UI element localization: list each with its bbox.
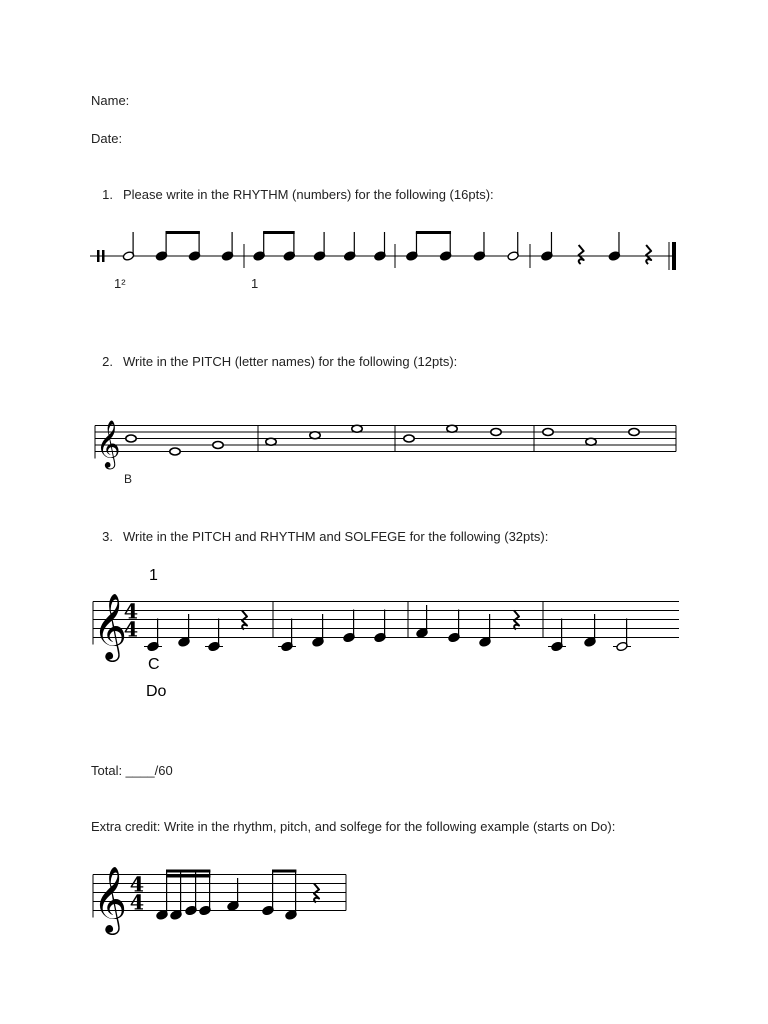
question-2-number: 2. [102, 354, 113, 369]
pitch-treble-clef: 𝄞 [96, 418, 121, 468]
question-1-text: Please write in the RHYTHM (numbers) for the following (16pts): [123, 187, 494, 202]
extra-sixteenth-beam-2 [166, 875, 210, 878]
extra-eighth-beam [272, 870, 296, 873]
pitch-answer: B [124, 472, 133, 486]
combined-time-signature-top: 4 [123, 599, 139, 624]
rhythm-answer-1: 1² [114, 276, 126, 291]
question-3-number: 3. [102, 529, 113, 544]
question-1-number: 1. [102, 187, 113, 202]
total-score: Total: ____/60 [91, 763, 173, 778]
extra-time-signature-top: 4 [129, 872, 145, 897]
extra-credit-text: Extra credit: Write in the rhythm, pitch, and solfege for the following example (starts on Do): [91, 819, 616, 834]
date-label: Date: [91, 131, 123, 146]
extra-treble-clef: 𝄞 [93, 865, 128, 933]
q3-solfege-answer: Do [146, 683, 167, 700]
question-3-text: Write in the PITCH and RHYTHM and SOLFEGE for the following (32pts): [123, 529, 549, 544]
q3-rhythm-answer: 1 [149, 567, 158, 584]
combined-time-signature-bottom: 4 [123, 617, 139, 642]
rhythm-answer-2: 1 [251, 276, 259, 291]
extra-sixteenth-beam-1 [166, 870, 210, 873]
extra-time-signature-bottom: 4 [129, 890, 145, 915]
name-label: Name: [91, 93, 130, 108]
q3-pitch-answer: C [148, 656, 160, 673]
combined-treble-clef: 𝄞 [93, 592, 128, 660]
question-2-text: Write in the PITCH (letter names) for the following (12pts): [123, 354, 458, 369]
